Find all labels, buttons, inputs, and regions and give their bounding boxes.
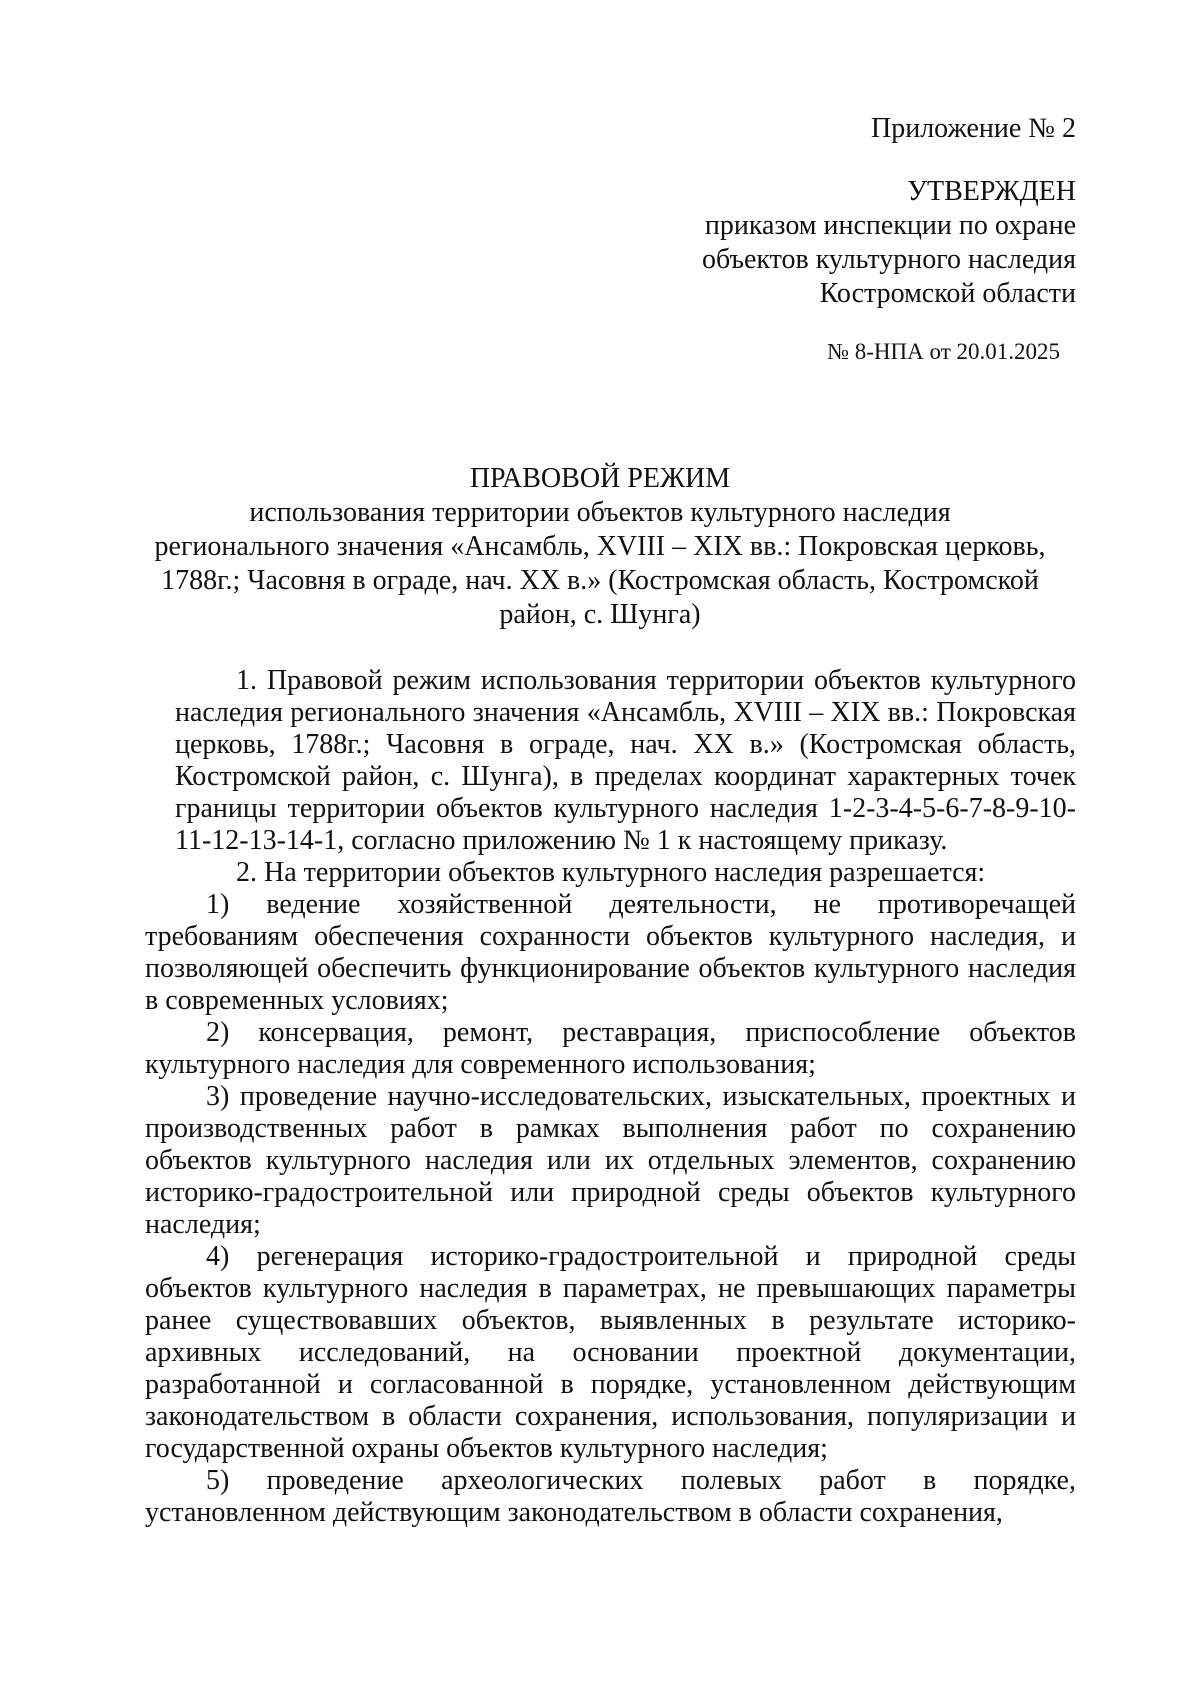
subitem-number: 4) [206, 1241, 230, 1272]
approved-by-line: объектов культурного наследия [701, 244, 1076, 275]
subitem-1 [145, 889, 1076, 1017]
subitem-text: консервация, ремонт, реставрация, приспособление объектов культурного наследия для современного использования; [145, 1017, 1076, 1080]
paragraph-item-2: 2. На территории объектов культурного наследия разрешается: [236, 857, 986, 888]
title-main: ПРАВОВОЙ РЕЖИМ [469, 463, 731, 494]
subitem-text: проведение археологических полевых работ в порядке, установленном действующим законодательством в области сохранения, [145, 1465, 1076, 1528]
title-line: 1788г.; Часовня в ограде, нач. XX в.» (Костромская область, Костромской [161, 565, 1039, 596]
subitem-4 [145, 1241, 1076, 1465]
approved-by-line: Костромской области [819, 278, 1076, 309]
subitem-number: 1) [206, 889, 230, 920]
subitem-text: регенерация историко-градостроительной и природной среды объектов культурного наследия в параметрах, не превышающих параметры ранее существовавших объектов, выявленных в результате историко-архивных исследований, на основании проектной документации, разработанной и согласованной в порядке, установленном действующим законодательством в области сохранения, использования, популяризации и государственной охраны объектов культурного наследия; [145, 1241, 1077, 1464]
subitem-3 [145, 1081, 1076, 1241]
approval-block [702, 175, 1076, 311]
subitem-text: ведение хозяйственной деятельности, не противоречащей требованиям обеспечения сохранности объектов культурного наследия, и позволяющей обеспечить функционирование объектов культурного наследия в современных условиях; [145, 889, 1076, 1016]
subitem-number: 3) [206, 1081, 230, 1112]
subitem-number: 5) [206, 1465, 230, 1496]
title-line: использования территории объектов культурного наследия [249, 497, 951, 528]
subitem-2 [145, 1017, 1076, 1081]
document-body [145, 665, 1076, 1529]
appendix-label: Приложение № 2 [871, 113, 1076, 144]
order-number: № 8-НПА от 20.01.2025 [827, 339, 1060, 364]
paragraph-item-1: 1. Правовой режим использования территории объектов культурного наследия регионального значения «Ансамбль, XVIII – XIX вв.: Покровская церковь, 1788г.; Часовня в ограде, нач. XX в.» (Костромская область, Костромской район, с. Шунга), в пределах координат характерных точек границы территории объектов культурного наследия 1-2-3-4-5-6-7-8-9-10-11-12-13-14-1, согласно приложению № 1 к настоящему приказу. [175, 665, 1076, 856]
title-line: регионального значения «Ансамбль, XVIII – XIX вв.: Покровская церковь, [154, 531, 1046, 562]
subitem-number: 2) [206, 1017, 230, 1048]
approved-by-line: приказом инспекции по охране [704, 210, 1076, 241]
approved-heading: УТВЕРЖДЕН [907, 176, 1076, 207]
subitem-5 [145, 1465, 1076, 1529]
subitem-text: проведение научно-исследовательских, изыскательных, проектных и производственных работ в рамках выполнения работ по сохранению объектов культурного наследия или их отдельных элементов, сохранению историко-градостроительной или природной среды объектов культурного наследия; [145, 1081, 1076, 1240]
title-line: район, с. Шунга) [499, 599, 701, 630]
document-title [130, 462, 1070, 632]
